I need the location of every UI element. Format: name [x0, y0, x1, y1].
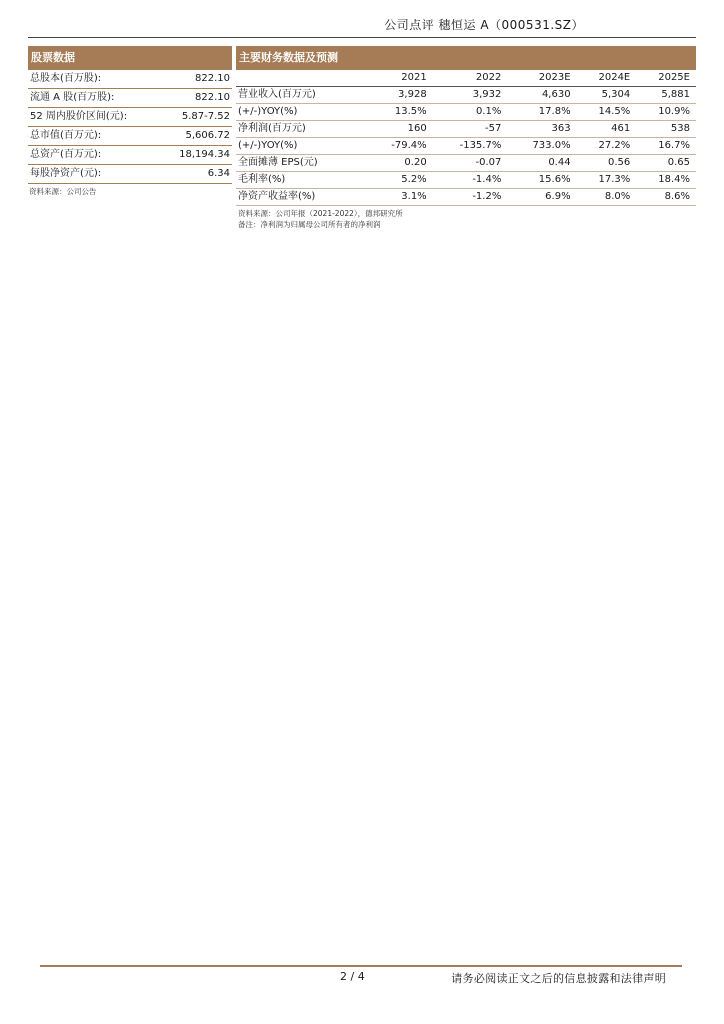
metric-value: 10.9%	[658, 106, 690, 117]
metric-value: 13.5%	[394, 106, 427, 117]
metric-value: 363	[551, 123, 571, 134]
financial-forecast-panel	[236, 46, 696, 230]
metric-value: 3,932	[472, 89, 502, 100]
stock-data-label: 每股净资产(元):	[30, 168, 102, 179]
metric-value: -79.4%	[391, 140, 427, 151]
metric-value: 538	[670, 123, 690, 134]
stock-data-row	[28, 70, 232, 89]
table-row	[236, 87, 696, 104]
financial-table-body	[236, 87, 696, 206]
year-column-header: 2021	[368, 70, 433, 87]
metric-label: 全面摊薄 EPS(元)	[238, 157, 318, 168]
metric-value: 8.0%	[604, 191, 631, 202]
stock-data-source: 资料来源：公司公告	[29, 187, 97, 196]
stock-data-value: 5.87-7.52	[181, 111, 230, 122]
stock-data-row	[28, 127, 232, 146]
metric-column-header	[236, 70, 368, 87]
stock-data-label: 总资产(百万元):	[30, 149, 102, 160]
metric-value: 0.65	[667, 157, 690, 168]
stock-data-row	[28, 146, 232, 165]
metric-value: -0.07	[475, 157, 502, 168]
footer-divider	[40, 965, 682, 967]
legal-disclaimer: 请务必阅读正文之后的信息披露和法律声明	[451, 972, 666, 985]
metric-value: 18.4%	[658, 174, 690, 185]
page-number: 2 / 4	[340, 970, 365, 983]
stock-data-value: 5,606.72	[185, 130, 230, 141]
stock-data-value: 18,194.34	[179, 149, 230, 160]
year-column-header: 2022	[433, 70, 508, 87]
metric-value: 0.20	[404, 157, 427, 168]
header-divider	[28, 37, 696, 38]
stock-data-title: 股票数据	[28, 46, 232, 70]
metric-label: (+/-)YOY(%)	[238, 140, 298, 151]
metric-value: 3.1%	[401, 191, 427, 202]
metric-value: 16.7%	[658, 140, 690, 151]
financial-source: 资料来源：公司年报（2021-2022），德邦研究所	[238, 209, 403, 218]
table-row	[236, 172, 696, 189]
metric-value: 17.8%	[538, 106, 571, 117]
table-row	[236, 155, 696, 172]
metric-value: 8.6%	[664, 191, 690, 202]
financial-note: 备注：净利润为归属母公司所有者的净利润	[238, 220, 381, 229]
metric-value: 4,630	[541, 89, 571, 100]
metric-label: 净利润(百万元)	[238, 123, 306, 134]
financial-notes	[236, 208, 696, 230]
metric-value: 5,304	[601, 89, 631, 100]
stock-data-value: 822.10	[195, 92, 230, 103]
metric-value: -1.2%	[472, 191, 502, 202]
metric-value: 0.1%	[475, 106, 502, 117]
stock-data-label: 总股本(百万股):	[30, 73, 102, 84]
metric-value: 461	[611, 123, 631, 134]
stock-data-label: 52 周内股价区间(元):	[30, 111, 128, 122]
year-column-header: 2023E	[507, 70, 576, 87]
metric-value: 3,928	[398, 89, 427, 100]
metric-value: -57	[485, 123, 502, 134]
metric-value: 733.0%	[532, 140, 571, 151]
stock-data-panel	[28, 46, 232, 197]
metric-value: 6.9%	[545, 191, 571, 202]
metric-value: -1.4%	[472, 174, 502, 185]
stock-data-label: 流通 A 股(百万股):	[30, 92, 115, 103]
metric-label: 毛利率(%)	[238, 174, 286, 185]
metric-value: 0.44	[548, 157, 571, 168]
year-column-header: 2025E	[636, 70, 696, 87]
stock-data-value: 6.34	[207, 168, 230, 179]
metric-value: 5.2%	[401, 174, 427, 185]
table-row	[236, 104, 696, 121]
stock-data-row	[28, 108, 232, 127]
stock-data-label: 总市值(百万元):	[30, 130, 102, 141]
year-column-header: 2024E	[577, 70, 637, 87]
metric-label: 净资产收益率(%)	[238, 191, 316, 202]
metric-label: (+/-)YOY(%)	[238, 106, 298, 117]
metric-value: 27.2%	[598, 140, 631, 151]
stock-data-row	[28, 89, 232, 108]
metric-value: 0.56	[608, 157, 631, 168]
metric-value: 5,881	[661, 89, 690, 100]
metric-value: 14.5%	[598, 106, 631, 117]
metric-value: 15.6%	[538, 174, 571, 185]
financial-forecast-table	[236, 70, 696, 206]
metric-value: 160	[407, 123, 427, 134]
stock-data-value: 822.10	[195, 73, 230, 84]
table-header-row	[236, 70, 696, 87]
stock-data-row	[28, 165, 232, 184]
table-row	[236, 121, 696, 138]
table-row	[236, 189, 696, 206]
metric-value: -135.7%	[459, 140, 502, 151]
financial-forecast-title: 主要财务数据及预测	[236, 46, 696, 70]
metric-value: 17.3%	[598, 174, 631, 185]
report-header-title: 公司点评 穗恒运 A（000531.SZ）	[384, 18, 584, 32]
table-row	[236, 138, 696, 155]
stock-data-list	[28, 70, 232, 184]
metric-label: 营业收入(百万元)	[238, 89, 316, 100]
